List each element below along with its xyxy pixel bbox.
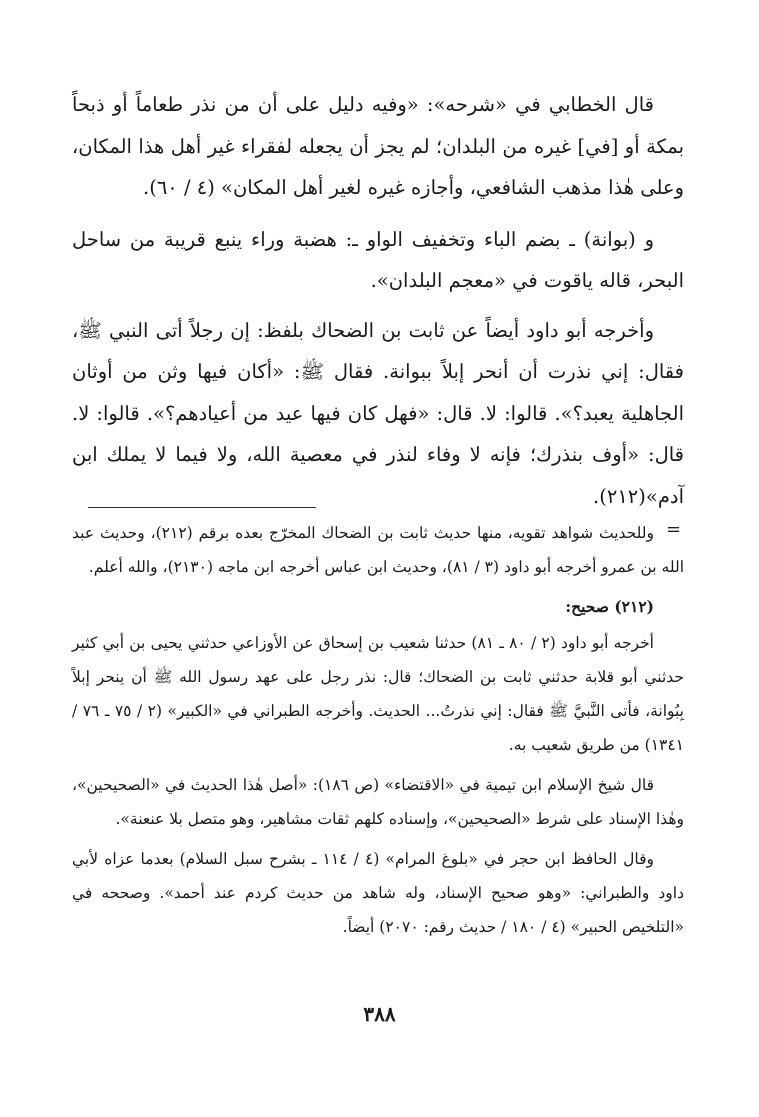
page-number: ٣٨٨ bbox=[363, 1002, 396, 1026]
main-paragraph: و (بوانة) ـ بضم الباء وتخفيف الواو ـ: هضبة وراء ينبع قريبة من ساحل البحر، قاله ياقوت في «معجم البلدان». bbox=[72, 227, 684, 292]
footnote-separator bbox=[88, 507, 316, 508]
footnotes bbox=[72, 516, 684, 950]
footnote-paragraph: أخرجه أبو داود (٢ / ٨٠ ـ ٨١) حدثنا شعيب بن إسحاق عن الأوزاعي حدثني يحيى بن أبي كثير حدثني أبو قلابة حدثني ثابت بن الضحاك؛ قال: نذر رجل على عهد رسول الله ﷺ أن ينحر إبلاً بِبُوانة، فأتى النَّبيَّ ﷺ فقال: إني نذرتُ... الحديث. وأخرجه الطبراني في «الكبير» (٢ / ٧٥ ـ ٧٦ / ١٣٤١) من طريق شعيب به. bbox=[72, 634, 684, 754]
footnote-heading: (٢١٢) صحيح: bbox=[565, 597, 654, 616]
footnote-continuation-mark: = bbox=[666, 519, 682, 540]
footnote-paragraph: قال شيخ الإسلام ابن تيمية في «الاقتضاء» (ص ١٨٦): «أصل هٰذا الحديث في «الصحيحين»، وهٰذا الإسناد على شرط «الصحيحين»، وإسناده كلهم ثقات مشاهير، وهو متصل بلا عنعنة». bbox=[72, 776, 684, 828]
footnote-paragraph: وقال الحافظ ابن حجر في «بلوغ المرام» (٤ / ١١٤ ـ بشرح سبل السلام) بعدما عزاه لأبي داود والطبراني: «وهو صحيح الإسناد، وله شاهد من حديث كردم عند أحمد». وصححه في «التلخيص الحبير» (٤ / ١٨٠ / حديث رقم: ٢٠٧٠) أيضاً. bbox=[72, 850, 684, 936]
main-text bbox=[72, 84, 684, 517]
main-paragraph: وأخرجه أبو داود أيضاً عن ثابت بن الضحاك بلفظ: إن رجلاً أتى النبي ﷺ، فقال: إني نذرت أن أنحر إبلاً ببوانة. فقال ﷺ: «أكان فيها وثن من أوثان الجاهلية يعبد؟». قالوا: لا. قال: «فهل كان فيها عيد من أعيادهم؟». قالوا: لا. قال: «أوف بنذرك؛ فإنه لا وفاء لنذر في معصية الله، ولا فيما لا يملك ابن آدم»(٢١٢). bbox=[72, 318, 684, 508]
main-paragraph: قال الخطابي في «شرحه»: «وفيه دليل على أن من نذر طعاماً أو ذبحاً بمكة أو [في] غيره من البلدان؛ لم يجز أن يجعله لفقراء غير أهل هذا المكان، وعلى هٰذا مذهب الشافعي، وأجازه غيره لغير أهل المكان» (٤ / ٦٠). bbox=[72, 93, 684, 199]
footnote-paragraph: وللحديث شواهد تقويه، منها حديث ثابت بن الضحاك المخرّج بعده برقم (٢١٢)، وحديث عبد الله بن عمرو أخرجه أبو داود (٣ / ٨١)، وحديث ابن عباس أخرجه ابن ماجه (٢١٣٠)، والله أعلم. bbox=[72, 524, 684, 576]
